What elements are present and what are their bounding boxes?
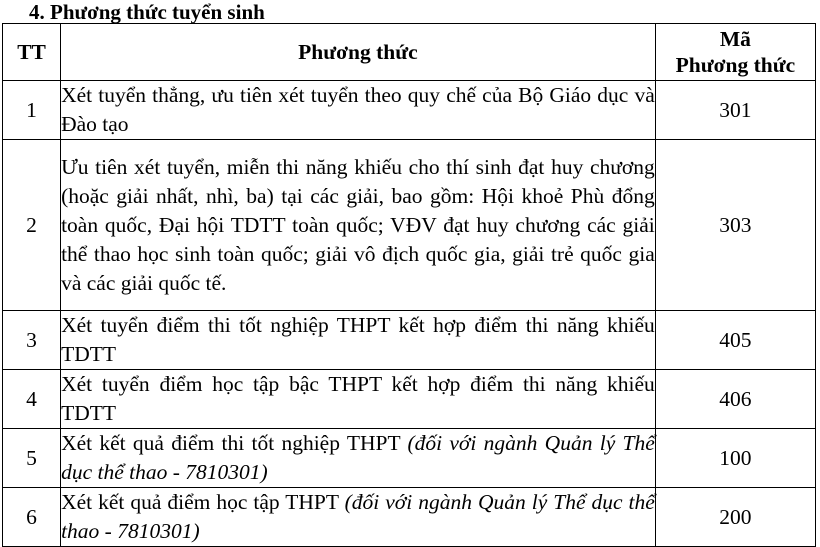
method-text: Xét tuyển thẳng, ưu tiên xét tuyển theo quy chế của Bộ Giáo dục và Đào tạo xyxy=(61,83,655,136)
row-number: 2 xyxy=(3,140,61,311)
row-code: 200 xyxy=(655,488,815,547)
row-code: 100 xyxy=(655,429,815,488)
row-number: 6 xyxy=(3,488,61,547)
row-method xyxy=(61,81,656,140)
header-tt: TT xyxy=(3,24,61,81)
table-row xyxy=(3,140,816,311)
method-text: Xét tuyển điểm học tập bậc THPT kết hợp điểm thi năng khiếu TDTT xyxy=(61,372,655,425)
row-number: 4 xyxy=(3,370,61,429)
table-row xyxy=(3,429,816,488)
header-code-line1: Mã xyxy=(719,27,751,51)
row-method xyxy=(61,429,656,488)
row-code: 405 xyxy=(655,311,815,370)
row-method xyxy=(61,311,656,370)
table-row xyxy=(3,311,816,370)
row-method xyxy=(61,140,656,311)
row-code: 406 xyxy=(655,370,815,429)
row-code: 301 xyxy=(655,81,815,140)
row-number: 1 xyxy=(3,81,61,140)
method-text: Xét kết quả điểm học tập THPT xyxy=(61,490,345,514)
method-text: Xét tuyển điểm thi tốt nghiệp THPT kết hợp điểm thi năng khiếu TDTT xyxy=(61,313,655,366)
admission-methods-table xyxy=(2,23,816,547)
method-note: (đối với ngành Quản lý Thể dục thể thao - 7810301) xyxy=(61,431,655,484)
table-row xyxy=(3,81,816,140)
header-code-line2: Phương thức xyxy=(675,53,796,77)
table-row xyxy=(3,488,816,547)
header-method: Phương thức xyxy=(61,24,656,81)
section-title: 4. Phương thức tuyển sinh xyxy=(29,0,265,24)
header-code xyxy=(655,24,815,81)
table-header-row xyxy=(3,24,816,81)
method-text: Ưu tiên xét tuyển, miễn thi năng khiếu cho thí sinh đạt huy chương (hoặc giải nhất, nhì, ba) tại các giải, bao gồm: Hội khoẻ Phù đổng toàn quốc, Đại hội TDTT toàn quốc; VĐV đạt huy chương các giải thể thao học sinh toàn quốc; giải vô địch quốc gia, giải trẻ quốc gia và các giải quốc tế. xyxy=(61,154,655,295)
row-number: 3 xyxy=(3,311,61,370)
method-note: (đối với ngành Quản lý Thể dục thể thao - 7810301) xyxy=(61,490,655,543)
method-text: Xét kết quả điểm thi tốt nghiệp THPT xyxy=(61,431,408,455)
row-code: 303 xyxy=(655,140,815,311)
row-number: 5 xyxy=(3,429,61,488)
row-method xyxy=(61,370,656,429)
row-method xyxy=(61,488,656,547)
table-row xyxy=(3,370,816,429)
